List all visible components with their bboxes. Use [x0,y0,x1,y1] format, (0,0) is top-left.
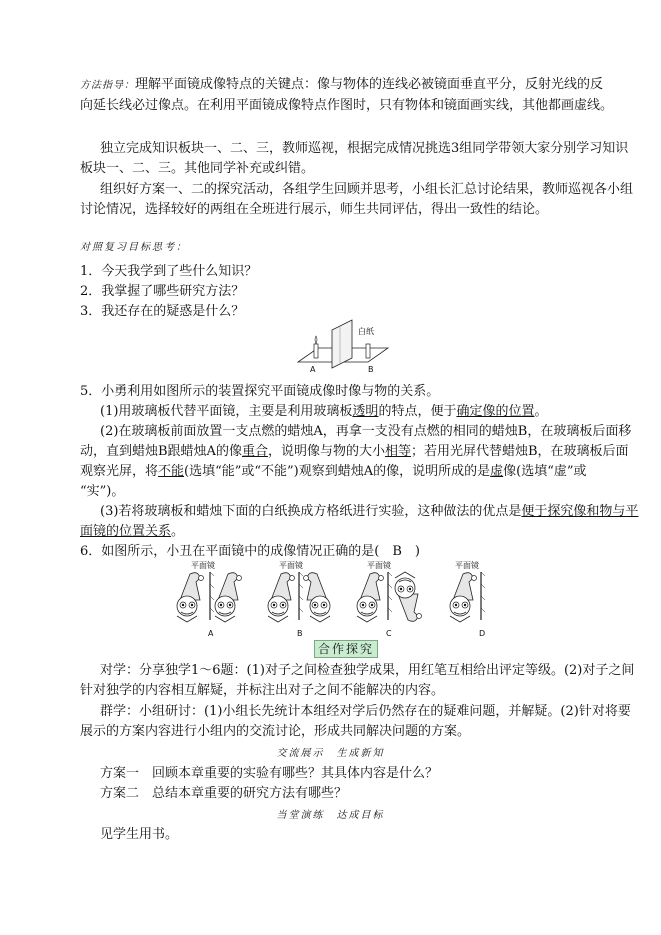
tip-line-2: 向延长线必过像点。在利用平面镜成像特点作图时，只有物体和镜面画实线，其他都画虚线。 [80,98,614,113]
mirror-label-c: 平面镜 [367,561,391,570]
q6-text: 6．如图所示，小丑在平面镜中的成像情况正确的是( B ) [80,544,420,559]
q5-part2-line4: “实”)。 [80,484,125,499]
mirror-label-b: 平面镜 [279,561,303,570]
option-c-figure [357,560,422,638]
candle-b [366,344,370,358]
tip-line-1: 方法指导：理解平面镜成像特点的关键点：像与物体的连线必被镜面垂直平分，反射光线的反 [80,77,604,92]
section-practice-heading: 当堂演练 达成目标 [276,810,385,821]
clown-mirror-figure [165,560,510,642]
question-3: 3．我还存在的疑惑是什么？ [80,304,245,319]
mirror-label-a: 平面镜 [191,561,215,570]
para1-line-1: 独立完成知识板块一、二、三，教师巡视，根据完成情况挑选3组同学带领大家分别学习知识 [100,141,629,156]
final-line: 见学生用书。 [100,827,179,842]
flame-icon [315,336,317,344]
option-c-label: C [386,629,392,638]
q5-part2-line2: 动，直到蜡烛B跟蜡烛A的像重合，说明像与物的大小相等；若用光屏代替蜡烛B，在玻璃板后面 [80,444,629,459]
label-b: B [368,365,374,374]
label-a: A [310,365,316,374]
review-heading: 对照复习目标思考： [80,242,188,253]
q5-part2-line3: 观察光屏，将不能(选填“能”或“不能”)观察到蜡烛A的像，说明所成的是虚像(选填“虚”或 [80,464,587,479]
tip-label: 方法指导： [80,80,135,91]
qunxue-line-2: 展示的方案内容进行小组内的交流讨论，形成共同解决问题的方案。 [80,724,471,739]
duixue-line-1: 对学：分享独学1～6题：(1)对子之间检查独学成果，用红笔互相给出评定等级。(2)对子之间 [100,663,635,678]
candle-a [314,344,318,358]
q5-part3-line2: 面镜的位置关系。 [80,524,185,539]
option-a-label: A [208,629,214,638]
coop-inquiry-tag: 合作探究 [314,640,378,658]
question-2: 2．我掌握了哪些研究方法？ [80,284,245,299]
option-a-figure [177,560,242,638]
apparatus-figure [290,318,400,380]
para1-line-2: 板块一、二、三。其他同学补充或纠错。 [80,161,315,176]
plan-1: 方案一 回顾本章重要的实验有哪些？其具体内容是什么？ [100,766,439,781]
q5-part2-line1: (2)在玻璃板前面放置一支点燃的蜡烛A，再拿一支没有点燃的相同的蜡烛B，在玻璃板后面移 [100,424,632,439]
qunxue-line-1: 群学：小组研讨：(1)小组长先统计本组经对学后仍然存在的疑难问题，并解疑。(2)针对将要 [100,704,631,719]
para2-line-1: 组织好方案一、二的探究活动，各组学生回顾并思考，小组长汇总讨论结果，教师巡视各小组 [100,182,634,197]
para2-line-2: 讨论情况，选择较好的两组在全班进行展示，师生共同评估，得出一致性的结论。 [80,202,549,217]
q5-part1: (1)用玻璃板代替平面镜，主要是利用玻璃板透明的特点，便于确定像的位置。 [100,404,548,419]
plan-2: 方案二 总结本章重要的研究方法有哪些？ [100,786,348,801]
option-d-label: D [479,629,486,638]
label-white-paper: 白纸 [358,327,374,336]
q5-part3-line1: (3)若将玻璃板和蜡烛下面的白纸换成方格纸进行实验，这种做法的优点是便于探究像和物与平 [100,504,639,519]
option-d-figure [450,560,485,638]
option-b-figure [268,560,330,638]
duixue-line-2: 针对独学的内容相互解疑，并标注出对子之间不能解决的内容。 [80,683,445,698]
mirror-label-d: 平面镜 [455,561,479,570]
q5-intro: 5．小勇利用如图所示的装置探究平面镜成像时像与物的关系。 [80,384,440,399]
question-1: 1．今天我学到了些什么知识？ [80,264,258,279]
option-b-label: B [297,629,303,638]
section-show-heading: 交流展示 生成新知 [276,748,385,759]
